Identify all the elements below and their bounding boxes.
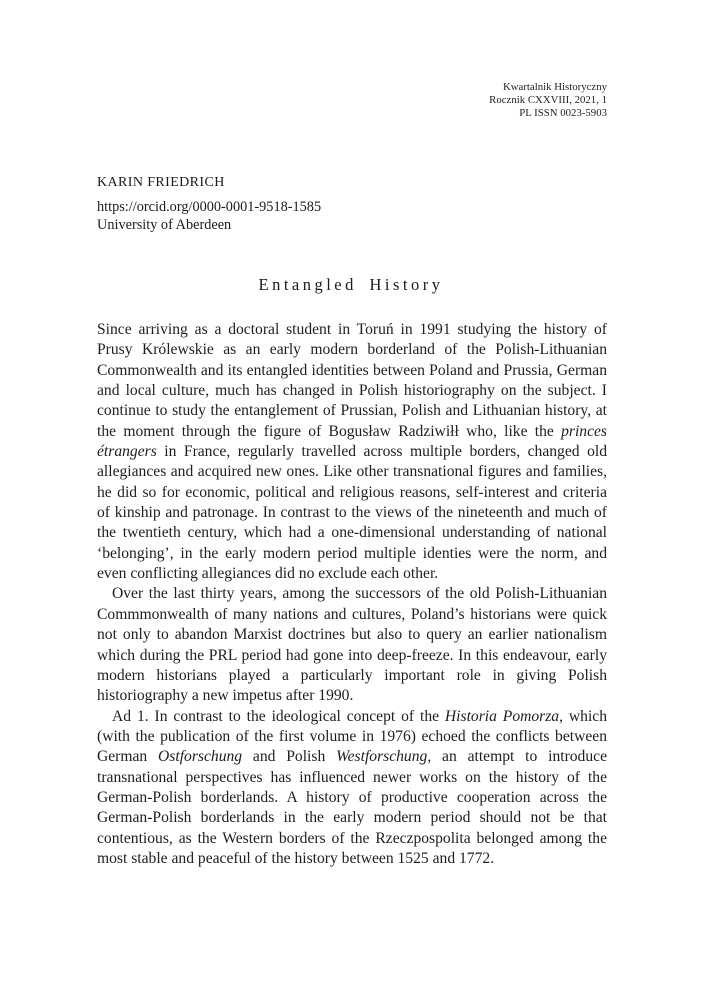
paragraph [97,320,607,584]
author-affiliation: University of Aberdeen [97,217,232,233]
article-body [97,320,607,869]
italic-text-segment: princes étrangers [97,422,607,461]
journal-issn: PL ISSN 0023-5903 [519,107,607,120]
journal-volume-issue: Rocznik CXXVIII, 2021, 1 [489,94,607,107]
text-segment: and Polish [242,748,337,766]
text-segment: , an attempt to introduce transnational perspectives has influenced newer works on the history of the German-Polish borderlands. A history of productive cooperation across the German-Polish borderlands in the early modern period should not be that contentious, as the Western borders of the Rzeczpospolita belonged among the most stable and peaceful of the history between 1525 and 1772. [97,748,607,867]
text-segment: Since arriving as a doctoral student in Toruń in 1991 studying the history of Prusy Królewskie as an early modern borderland of the Polish-Lithuanian Commonwealth and its entangled identities between Poland and Prussia, German and local culture, much has changed in Polish historiography on the subject. I continue to study the entanglement of Prussian, Polish and Lithuanian history, at the moment through the figure of Bogusław Radziwiłł who, like the [97,321,607,440]
text-segment: in France, regularly travelled across multiple borders, changed old allegiances and acquired new ones. Like other transnational figures and families, he did so for economic, political and religious reasons, self-interest and criteria of kinship and patronage. In contrast to the views of the nineteenth and much of the twentieth century, which had a one-dimensional understanding of national ‘belonging’, in the early modern period multiple identies were the norm, and even conflicting allegiances did no exclude each other. [97,443,607,583]
italic-text-segment: Historia Pomorza [444,707,560,725]
article-title: Entangled History [258,275,444,294]
text-segment: Ad 1. In contrast to the ideological concept of the [112,707,445,725]
text-segment: , which (with the publication of the first volume in 1976) echoed the conflicts between German [97,707,607,766]
italic-text-segment: Ostforschung [158,748,243,766]
italic-text-segment: Westforschung [336,748,428,766]
paragraph [97,584,607,706]
journal-header [489,81,607,121]
journal-name: Kwartalnik Historyczny [502,81,607,93]
paragraph [97,707,607,870]
author-name: KARIN FRIEDRICH [97,175,225,190]
text-segment: Over the last thirty years, among the successors of the old Polish-Lithuanian Commmonwealth of many nations and cultures, Poland’s historians were quick not only to abandon Marxist doctrines but also to query an earlier nationalism which during the PRL period had gone into deep-freeze. In this endeavour, early modern historians played a particularly important role in giving Polish historiography a new impetus after 1990. [97,585,607,705]
author-orcid-url: https://orcid.org/0000-0001-9518-1585 [97,199,322,215]
